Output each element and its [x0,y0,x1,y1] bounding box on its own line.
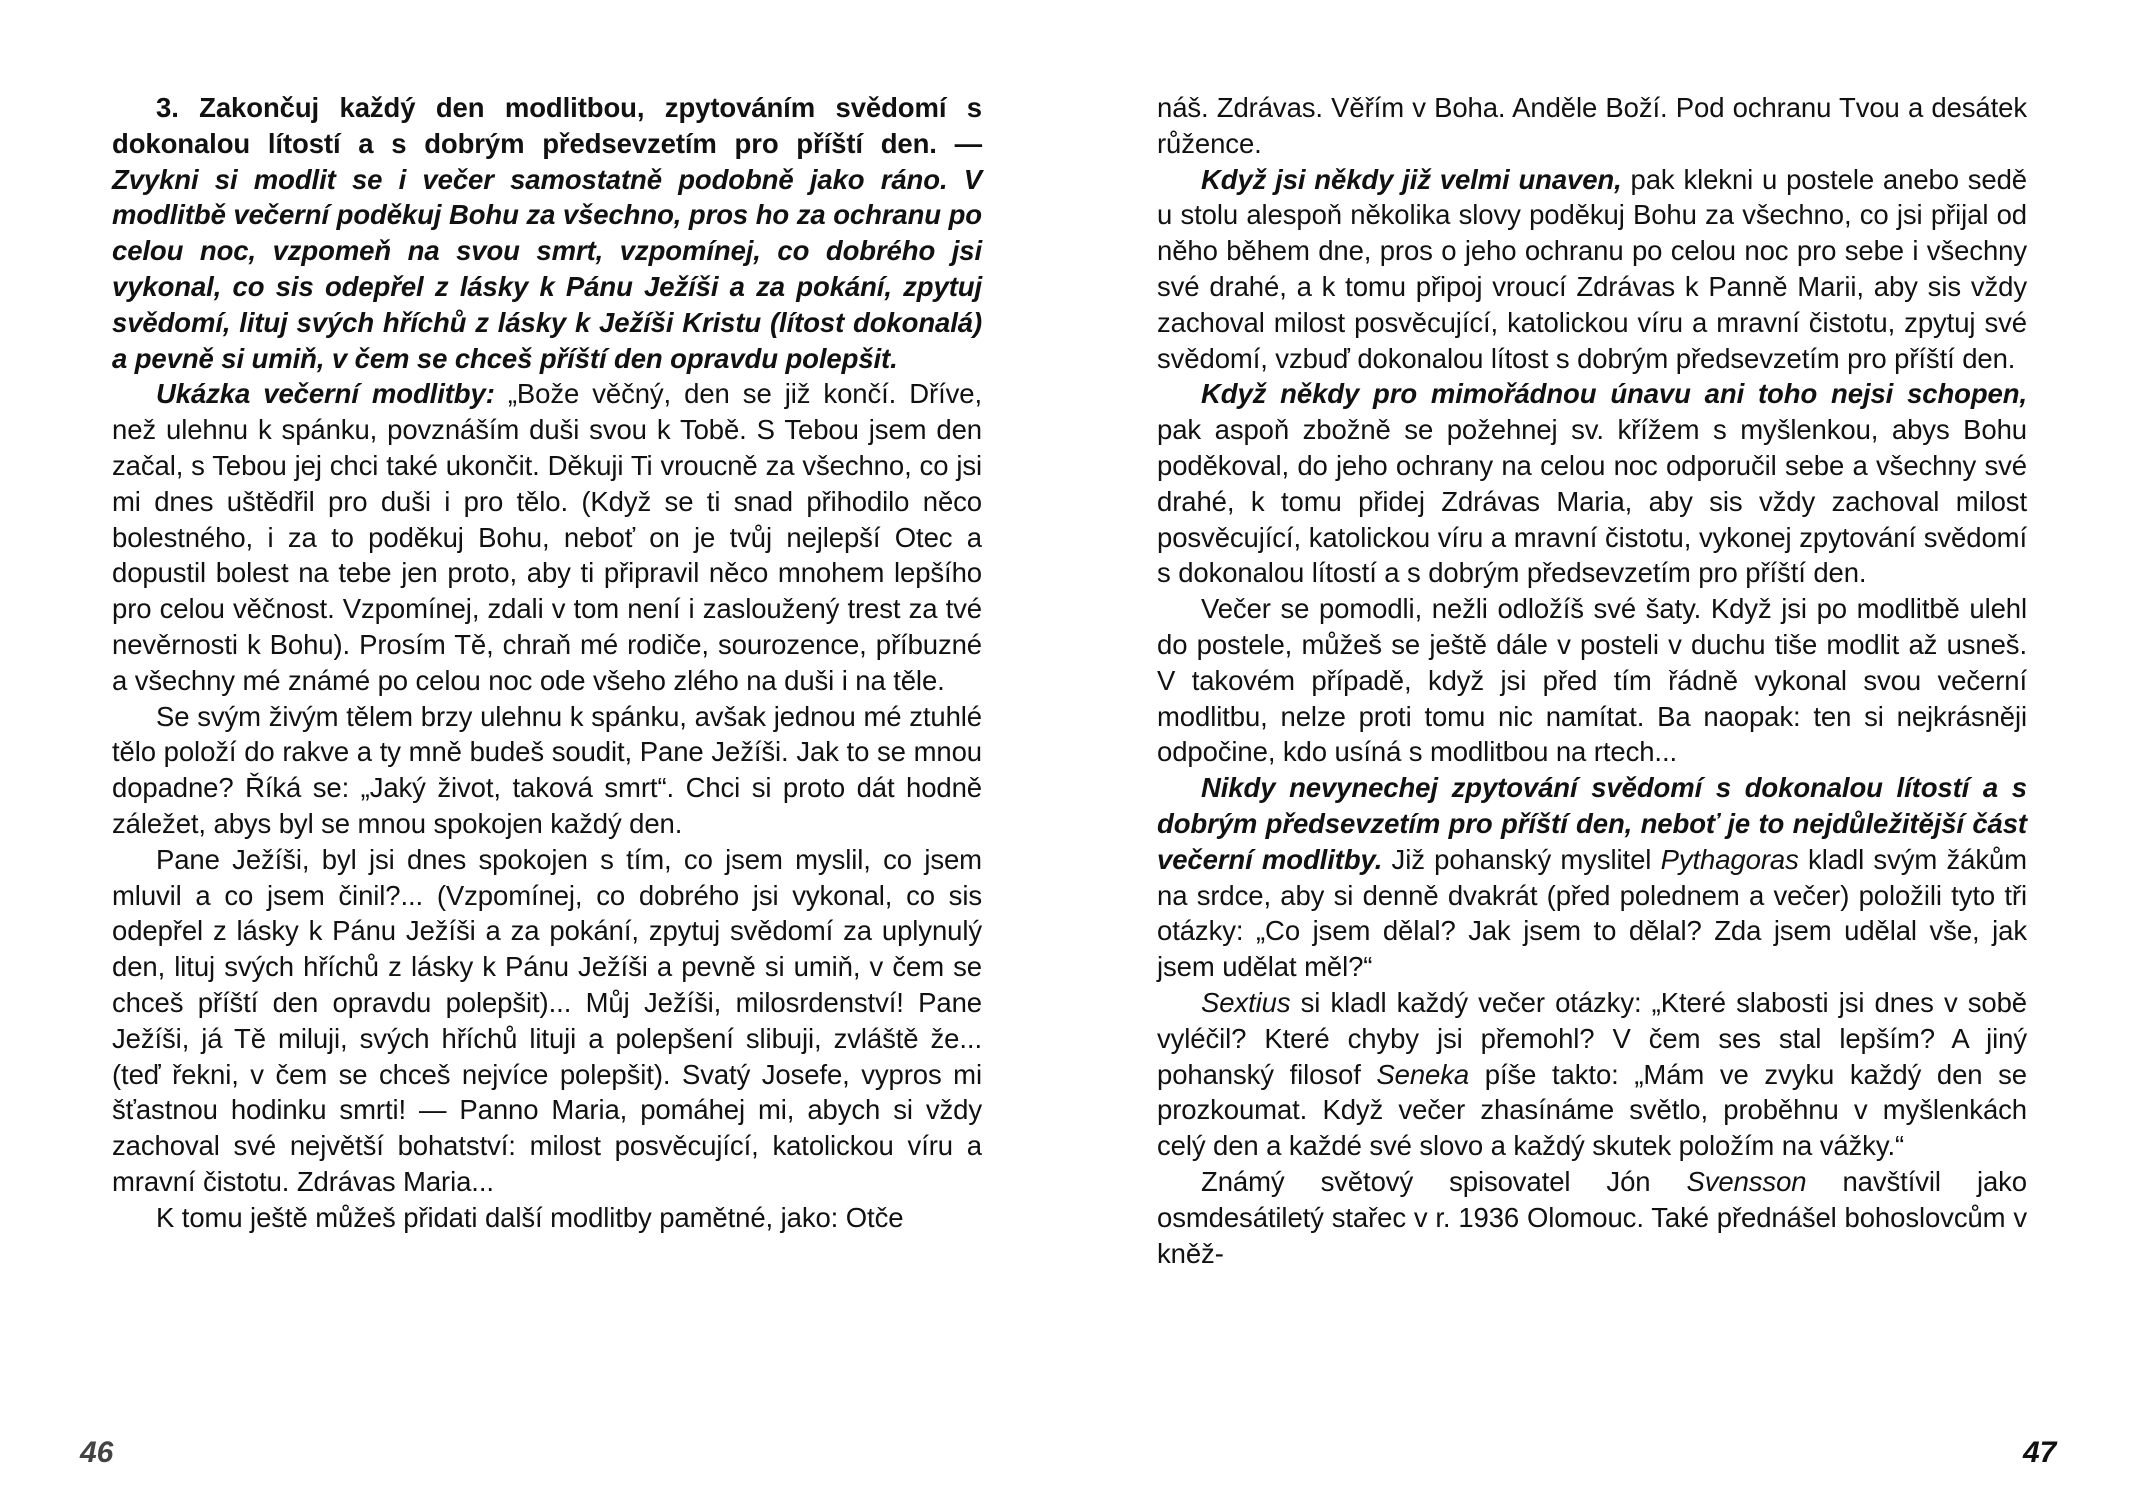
page-number-left: 46 [80,1436,114,1469]
bold-run: 3. Zakončuj každý den modlitbou, zpytováním svědomí s dokonalou lítostí a s dobrým předsevzetím pro příští den. — [112,92,982,159]
right-paragraph-4 [1157,591,2027,770]
italic-name-pythagoras: Pythagoras [1660,843,1799,875]
text-run: Pane Ježíši, byl jsi dnes spokojen s tím, co jsem myslil, co jsem mluvil a co jsem činil?... (Vzpomínej, co dobrého jsi vykonal, co sis odepřel z lásky k Pánu Ježíši a za pokání, zpytuj svědomí za uplynulý den, lituj svých hříchů z lásky k Pánu Ježíši a pevně si umiň, v čem se chceš příští den opravdu polepšit)... Můj Ježíši, milosrdenství! Pane Ježíši, já Tě miluji, svých hříchů lituji a polepšení slibuji, zvláště že... (teď řekni, v čem se chceš nejvíce polepšit). Svatý Josefe, vypros mi šťastnou hodinku smrti! — Panno Maria, pomáhej mi, abych si vždy zachoval své největší bohatství: milost posvěcující, katolickou víru a mravní čistotu. Zdrávas Maria... [112,843,982,1197]
right-page-text [1157,90,2027,1271]
text-run: „Bože věčný, den se již končí. Dříve, než ulehnu k spánku, povznáším duši svou k Tobě. S Tebou jsem den začal, s Tebou jej chci také ukončit. Děkuji Ti vroucně za všechno, co jsi mi dnes uštědřil pro duši i pro tělo. (Když se ti snad přihodilo něco bolestného, i za to poděkuj Bohu, neboť on je tvůj nejlepší Otec a dopustil bolest na tebe jen proto, aby ti připravil něco mnohem lepšího pro celou věčnost. Vzpomínej, zdali v tom není i zasloužený trest za tvé nevěrnosti k Bohu). Prosím Tě, chraň mé rodiče, sourozence, příbuzné a všechny mé známé po celou noc ode všeho zlého na duši i na těle. [112,378,982,696]
text-run: K tomu ještě můžeš přidati další modlitby pamětné, jako: Otče [156,1201,904,1233]
right-paragraph-6 [1157,985,2027,1164]
bold-italic-run: Když jsi někdy již velmi unaven, [1201,163,1622,195]
right-paragraph-7 [1157,1164,2027,1271]
right-page [1071,0,2142,1500]
text-run: Večer se pomodli, nežli odložíš své šaty. Když jsi po modlitbě ulehl do postele, můžeš se ještě dále v posteli v duchu tiše modlit až usneš. V takovém případě, když jsi před tím řádně vykonal svou večerní modlitbu, nelze proti tomu nic namítat. Ba naopak: ten si nejkrásněji odpočine, kdo usíná s modlitbou na rtech... [1157,593,2027,768]
italic-name-seneka: Seneka [1376,1058,1470,1090]
text-run: kladl svým žákům na srdce, aby si denně dvakrát (před polednem a večer) položili tyto tři otázky: „Co jsem dělal? Jak jsem to dělal? Zda jsem udělal vše, jak jsem udělat měl?“ [1157,843,2027,983]
left-paragraph-4 [112,842,982,1200]
text-run: navštívil jako osmdesátiletý stařec v r. 1936 Olomouc. Také přednášel bohoslovcům v kněž- [1157,1165,2027,1269]
bold-italic-run: Když někdy pro mimořádnou únavu ani toho nejsi schopen, [1201,378,2027,410]
bold-italic-run: Nikdy nevynechej zpytování svědomí s dokonalou lítostí a s dobrým předsevzetím pro příští den, neboť je to nejdůležitější část večerní modlitby. [1157,772,2027,875]
text-run: si kladl každý večer otázky: „Které slabosti jsi dnes v sobě vyléčil? Které chyby jsi přemohl? V čem ses stal lepším? A jiný pohanský filosof [1157,986,2027,1090]
text-run: Známý světový spisovatel Jón [1201,1165,1687,1197]
left-paragraph-1 [112,90,982,376]
text-run: náš. Zdrávas. Věřím v Boha. Anděle Boží. Pod ochranu Tvou a desátek růžence. [1157,92,2027,159]
italic-name-sextius: Sextius [1201,986,1291,1018]
italic-name-svensson: Svensson [1686,1165,1807,1197]
right-paragraph-1 [1157,90,2027,162]
left-paragraph-3 [112,699,982,842]
right-paragraph-2 [1157,162,2027,377]
text-run: pak klekni u postele anebo sedě u stolu alespoň několika slovy poděkuj Bohu za všechno, co jsi přijal od něho během dne, pros o jeho ochranu po celou noc pro sebe i všechny své drahé, a k tomu připoj vroucí Zdrávas k Panně Marii, aby sis vždy zachoval milost posvěcující, katolickou víru a mravní čistotu, zpytuj své svědomí, vzbuď dokonalou lítost s dobrým předsevzetím pro příští den. [1157,163,2027,374]
text-run: Již pohanský myslitel [1382,843,1661,875]
left-page-text [112,90,982,1236]
text-run: Se svým živým tělem brzy ulehnu k spánku, avšak jednou mé ztuhlé tělo položí do rakve a ty mně budeš soudit, Pane Ježíši. Jak to se mnou dopadne? Říká se: „Jaký život, taková smrt“. Chci si proto dát hodně záležet, abys byl se mnou spokojen každý den. [112,700,982,839]
left-paragraph-2 [112,376,982,698]
page-number-right: 47 [2023,1436,2057,1469]
right-paragraph-3 [1157,376,2027,591]
bold-italic-run: Ukázka večerní modlitby: [156,378,495,410]
left-paragraph-5 [112,1200,982,1236]
text-run: pak aspoň zbožně se požehnej sv. křížem s myšlenkou, abys Bohu poděkoval, do jeho ochrany na celou noc odporučil sebe a všechny své drahé, k tomu přidej Zdrávas Maria, aby sis vždy zachoval milost posvěcující, katolickou víru a mravní čistotu, vykonej zpytování svědomí s dokonalou lítostí a s dobrým předsevzetím pro příští den. [1157,414,2027,589]
right-paragraph-5 [1157,770,2027,985]
text-run: píše takto: „Mám ve zvyku každý den se prozkoumat. Když večer zhasínáme světlo, proběhnu v myšlenkách celý den a každé své slovo a každý skutek položím na vážky.“ [1157,1058,2028,1162]
bold-italic-run: Zvykni si modlit se i večer samostatně podobně jako ráno. V modlitbě večerní poděkuj Bohu za všechno, pros ho za ochranu po celou noc, vzpomeň na svou smrt, vzpomínej, co dobrého jsi vykonal, co sis odepřel z lásky k Pánu Ježíši a za pokání, zpytuj svědomí, lituj svých hříchů z lásky k Ježíši Kristu (lítost dokonalá) a pevně si umiň, v čem se chceš příští den opravdu polepšit. [112,163,982,374]
